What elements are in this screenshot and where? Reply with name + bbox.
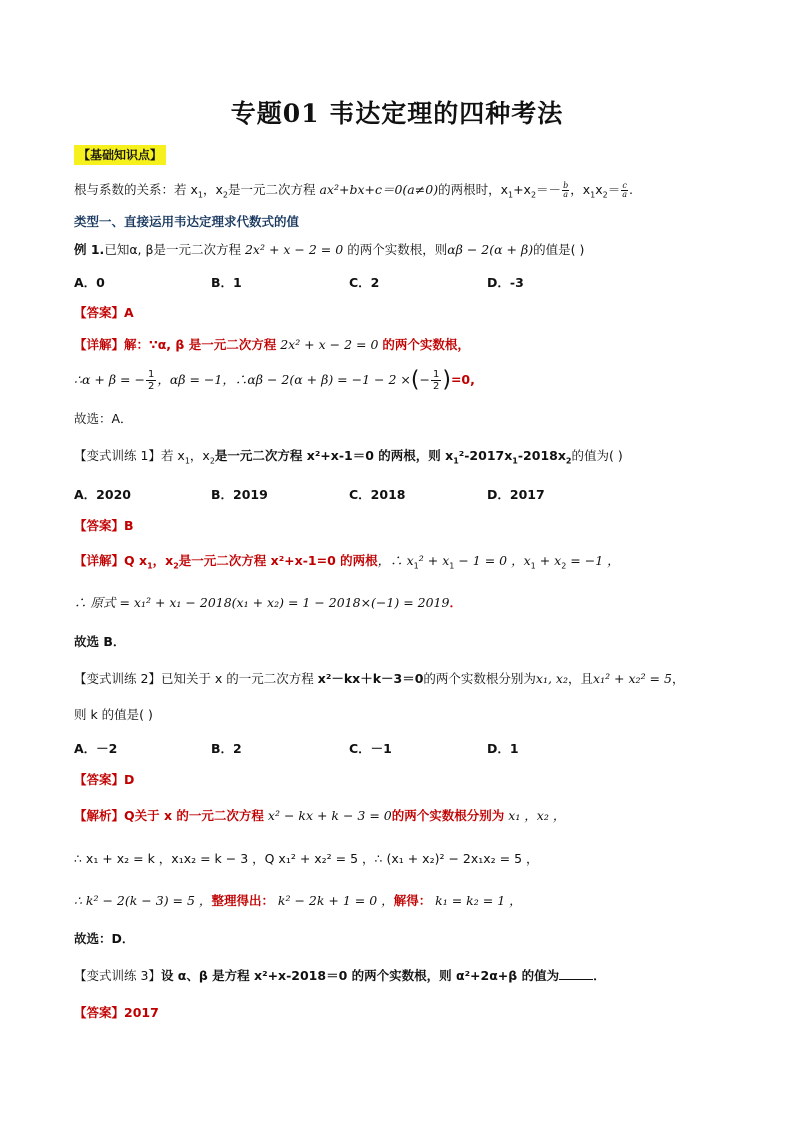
variant1-detail: 【详解】Q $x_1$，$x_2$是一元二次方程 x²+x-1=0 的两根，∴ $x_1^2 + x_1 - 1 = 0$ ，$x_1 + x_2 = -1$ ， bbox=[74, 553, 620, 571]
variant2-step2: ∴ k² − 2(k − 3) = 5 ，整理得出： k² − 2k + 1 = 0 ，解得： k₁ = k₂ = 1 ， bbox=[74, 893, 522, 908]
option-b: B．2019 bbox=[211, 487, 268, 502]
option-b: B．1 bbox=[211, 275, 242, 290]
variant2-detail: 【解析】Q关于 x 的一元二次方程 x² − kx + k − 3 = 0的两个实数根分别为 x₁ ，x₂ ， bbox=[74, 808, 566, 823]
fraction-one-half: $\frac{1}{2}$ bbox=[432, 369, 440, 392]
answer-blank bbox=[559, 967, 593, 980]
example1-answer: 【答案】A bbox=[74, 305, 134, 320]
variant1-step: ∴ 原式 = x₁² + x₁ − 2018(x₁ + x₂) = 1 − 2018×(−1) = 2019． bbox=[74, 595, 462, 610]
example1-question: 例 1.已知α, β是一元二次方程 2x² + x − 2 = 0 的两个实数根，则αβ − 2(α + β)的值是( ) bbox=[74, 242, 585, 257]
option-a: A．0 bbox=[74, 275, 105, 290]
option-b: B．2 bbox=[211, 741, 242, 756]
option-d: D．1 bbox=[487, 741, 519, 756]
intro-text: ，x bbox=[570, 182, 591, 197]
option-a: A．2020 bbox=[74, 487, 131, 502]
intro-text: . bbox=[628, 182, 633, 197]
option-d: D．2017 bbox=[487, 487, 545, 502]
intro-text: ＝ bbox=[607, 182, 621, 197]
intro-text: 根与系数的关系：若 x bbox=[74, 182, 198, 197]
variant2-question-line2: 则 k 的值是( ) bbox=[74, 707, 153, 722]
variant3-question: 【变式训练 3】设 α、β 是方程 x²+x-2018＝0 的两个实数根，则 α²+2α+β 的值为 ． bbox=[74, 968, 606, 983]
intro-text: ，x bbox=[202, 182, 223, 197]
page-title: 专题01 韦达定理的四种考法 bbox=[230, 99, 564, 128]
variant3-answer: 【答案】2017 bbox=[74, 1005, 159, 1020]
fraction-b-over-a: $\frac{b}{a}$ bbox=[563, 181, 569, 199]
variant1-question: 【变式训练 1】若 $x_1$，$x_2$是一元二次方程 x²+x-1＝0 的两根，则 $x_1^2-2017x_1-2018x_2$的值为( ) bbox=[74, 448, 623, 466]
option-c: C．2 bbox=[349, 275, 380, 290]
intro-equation: ax²+bx+c＝0(a≠0) bbox=[319, 182, 439, 197]
example1-detail: 【详解】解：∵α, β 是一元二次方程 2x² + x − 2 = 0 的两个实数根， bbox=[74, 337, 470, 352]
intro-text: 的两根时，x bbox=[438, 182, 508, 197]
option-d: D．-3 bbox=[487, 275, 524, 290]
fraction-c-over-a: $\frac{c}{a}$ bbox=[622, 181, 627, 199]
variant2-step1: ∴ x₁ + x₂ = k ，x₁x₂ = k − 3 ，Q x₁² + x₂² = 5 ，∴ (x₁ + x₂)² − 2x₁x₂ = 5 ， bbox=[74, 851, 539, 866]
intro-text: 是一元二次方程 bbox=[227, 182, 316, 197]
intro-text: x bbox=[595, 182, 603, 197]
variant2-conclusion: 故选：D． bbox=[74, 931, 135, 946]
variant2-question: 【变式训练 2】已知关于 x 的一元二次方程 x²－kx＋k－3＝0的两个实数根分别为x₁, x₂，且x₁² + x₂² = 5， bbox=[74, 671, 685, 686]
intro-line: 根与系数的关系：若 $x_1$，$x_2$是一元二次方程 ax²+bx+c＝0(a≠0)的两根时，$x_1+x_2=-$ $\frac{b}{a}$ ，$x_1x_2=$ $\frac{c}{a}$ . bbox=[74, 181, 633, 200]
fraction-one-half: $\frac{1}{2}$ bbox=[147, 369, 155, 392]
intro-text: +x bbox=[513, 182, 531, 197]
section-label: 【基础知识点】 bbox=[74, 145, 166, 165]
type1-heading: 类型一、直接运用韦达定理求代数式的值 bbox=[74, 214, 300, 229]
example1-steps: ∴α + β = − $\frac{1}{2}$ ，αβ = −1，∴αβ − 2(α + β) = −1 − 2 ×(− $\frac{1}{2}$ )=0, bbox=[74, 367, 475, 393]
variant1-answer: 【答案】B bbox=[74, 518, 134, 533]
intro-text: ＝－ bbox=[536, 182, 562, 197]
option-c: C．2018 bbox=[349, 487, 406, 502]
option-a: A．－2 bbox=[74, 741, 118, 756]
option-c: C．－1 bbox=[349, 741, 392, 756]
variant1-conclusion: 故选 B． bbox=[74, 634, 126, 649]
variant2-answer: 【答案】D bbox=[74, 772, 135, 787]
example1-conclusion: 故选：A． bbox=[74, 411, 133, 426]
